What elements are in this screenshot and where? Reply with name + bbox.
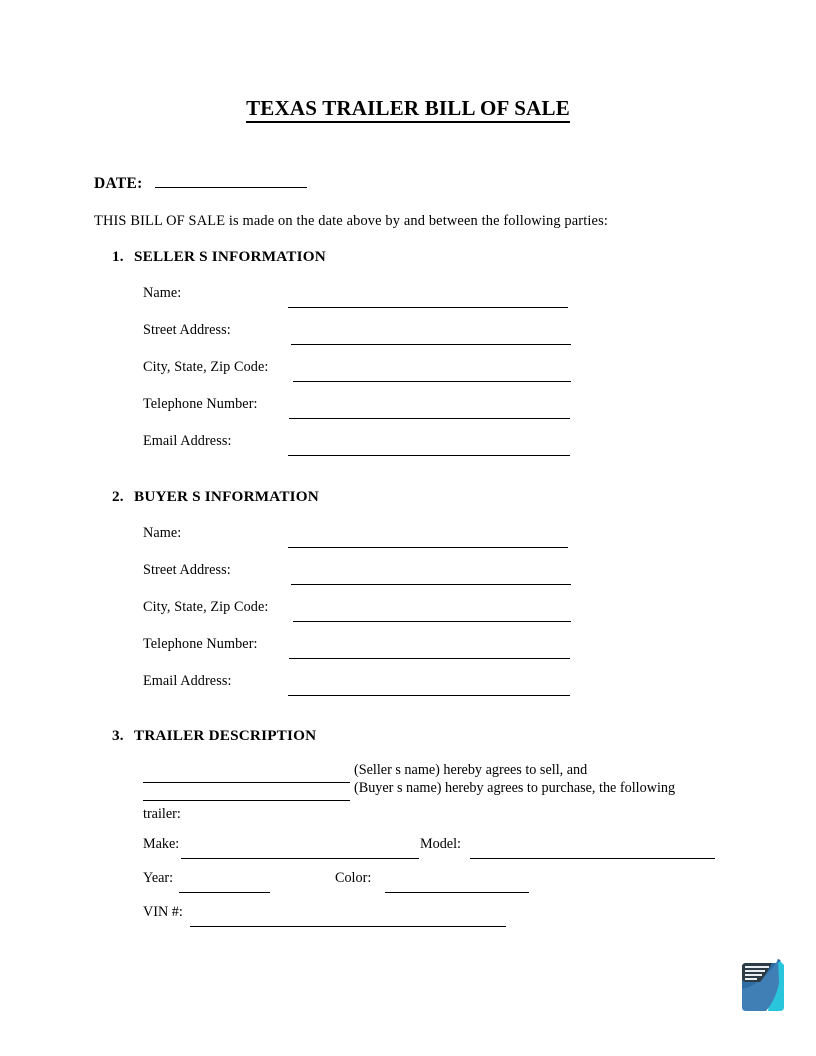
section-title-buyer: BUYER S INFORMATION xyxy=(134,488,319,505)
input-make[interactable] xyxy=(181,858,419,859)
input-seller-email[interactable] xyxy=(288,455,570,456)
seller-fields xyxy=(143,285,573,470)
label-seller-street: Street Address: xyxy=(143,322,231,338)
input-seller-phone[interactable] xyxy=(289,418,570,419)
section-heading-trailer xyxy=(112,727,316,745)
input-seller-city[interactable] xyxy=(293,381,571,382)
input-buyer-email[interactable] xyxy=(288,695,570,696)
input-model[interactable] xyxy=(470,858,715,859)
input-agreement-seller-name[interactable] xyxy=(143,764,350,783)
document-logo xyxy=(732,953,788,1015)
input-buyer-phone[interactable] xyxy=(289,658,570,659)
field-row-buyer-name xyxy=(143,525,573,562)
label-seller-city: City, State, Zip Code: xyxy=(143,359,269,375)
buyer-fields xyxy=(143,525,573,710)
date-row xyxy=(94,174,307,193)
field-row-seller-street xyxy=(143,322,573,359)
label-vin: VIN #: xyxy=(143,904,183,920)
label-buyer-city: City, State, Zip Code: xyxy=(143,599,269,615)
section-number-trailer: 3. xyxy=(112,727,124,744)
field-row-seller-name xyxy=(143,285,573,322)
detail-row-year-color xyxy=(143,870,743,904)
input-buyer-city[interactable] xyxy=(293,621,571,622)
label-buyer-phone: Telephone Number: xyxy=(143,636,258,652)
label-seller-email: Email Address: xyxy=(143,433,232,449)
field-row-buyer-phone xyxy=(143,636,573,673)
input-agreement-buyer-name[interactable] xyxy=(143,782,350,801)
label-color: Color: xyxy=(335,870,372,886)
intro-paragraph: THIS BILL OF SALE is made on the date above by and between the following parties: xyxy=(94,213,608,229)
field-row-buyer-street xyxy=(143,562,573,599)
section-number-seller: 1. xyxy=(112,248,124,265)
trailer-agreement xyxy=(143,762,743,810)
input-seller-name[interactable] xyxy=(288,307,568,308)
agreement-buyer-text: (Buyer s name) hereby agrees to purchase, the following xyxy=(354,780,676,796)
field-row-buyer-city xyxy=(143,599,573,636)
agreement-seller-text: (Seller s name) hereby agrees to sell, and xyxy=(354,762,588,778)
page-title xyxy=(0,96,816,121)
field-row-seller-phone xyxy=(143,396,573,433)
label-buyer-email: Email Address: xyxy=(143,673,232,689)
date-input-line[interactable] xyxy=(155,174,307,188)
input-color[interactable] xyxy=(385,892,529,893)
label-seller-phone: Telephone Number: xyxy=(143,396,258,412)
agreement-continuation: trailer: xyxy=(143,806,181,822)
input-buyer-street[interactable] xyxy=(291,584,571,585)
detail-row-vin xyxy=(143,904,743,938)
trailer-detail-fields xyxy=(143,836,743,938)
field-row-buyer-email xyxy=(143,673,573,710)
input-seller-street[interactable] xyxy=(291,344,571,345)
label-year: Year: xyxy=(143,870,174,886)
page-title-text: TEXAS TRAILER BILL OF SALE xyxy=(246,96,570,123)
input-buyer-name[interactable] xyxy=(288,547,568,548)
date-label: DATE: xyxy=(94,175,143,192)
section-number-buyer: 2. xyxy=(112,488,124,505)
label-make: Make: xyxy=(143,836,180,852)
label-model: Model: xyxy=(420,836,461,852)
label-seller-name: Name: xyxy=(143,285,182,301)
section-title-trailer: TRAILER DESCRIPTION xyxy=(134,727,317,744)
input-vin[interactable] xyxy=(190,926,506,927)
field-row-seller-city xyxy=(143,359,573,396)
field-row-seller-email xyxy=(143,433,573,470)
agreement-lines xyxy=(143,762,743,810)
detail-row-make-model xyxy=(143,836,743,870)
label-buyer-name: Name: xyxy=(143,525,182,541)
label-buyer-street: Street Address: xyxy=(143,562,231,578)
section-title-seller: SELLER S INFORMATION xyxy=(134,248,326,265)
section-heading-seller xyxy=(112,248,326,266)
section-heading-buyer xyxy=(112,488,319,506)
input-year[interactable] xyxy=(179,892,270,893)
